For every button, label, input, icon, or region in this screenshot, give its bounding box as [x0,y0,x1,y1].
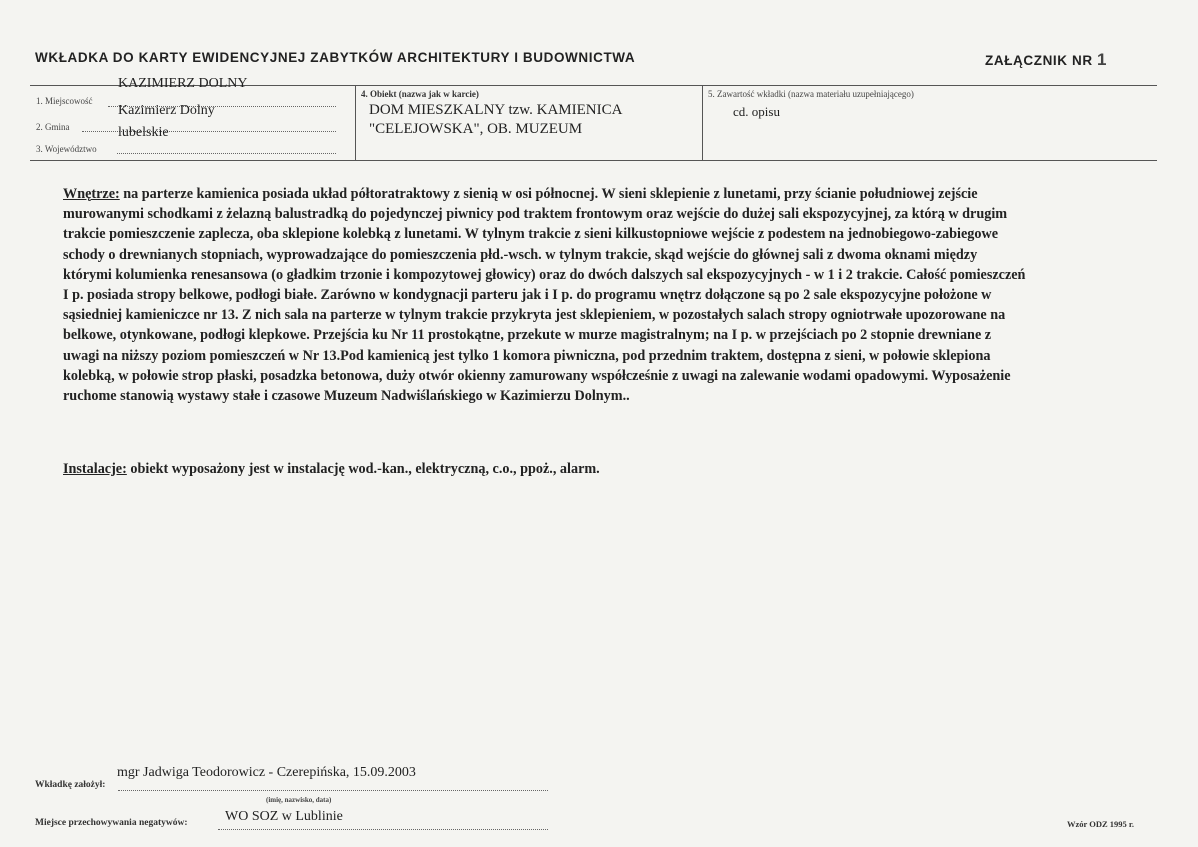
contents-label: 5. Zawartość wkładki (nazwa materiału uzupełniającego) [708,89,914,99]
author-label: Wkładkę założył: [35,780,106,790]
attachment-label: ZAŁĄCZNIK NR [985,53,1093,68]
author-dots [118,790,548,791]
gmina-label: 2. Gmina [36,122,70,132]
box-bottom-line [30,160,1157,161]
miejscowosc-label: 1. Miejscowość [36,96,93,106]
author-hint: (imię, nazwisko, data) [266,796,332,804]
interior-text: na parterze kamienica posiada układ półtoratraktowy z sienią w osi północnej. W sieni sklepienie z lunetami, przy ścianie południowej zejście murowanymi schodkami z żelazną balustradką do pojedynczej piwnicy pod traktem frontowym oraz wejście do dużej sali ekspozycyjnej, za którą w drugim trakcie pomieszczenie zaplecza, oba sklepione kolebką z lunetami. W tylnym trakcie z sieni kilkustopniowe wejście z podestem na jednobiegowo-zabiegowe schody o drewnianych stopniach, wyprowadzające do pomieszczenia płd.-wsch. w tylnym trakcie, skąd wejście do głównej sali z dwoma oknami między którymi kolumienka renesansowa (o gładkim trzonie i kompozytowej głowicy) oraz do dwóch dalszych sal ekspozycyjnych - w 1 i 2 trakcie. Całość pomieszczeń I p. posiada stropy belkowe, podłogi białe. Zarówno w kondygnacji parteru jak i I p. do programu wnętrz dołączone są po 2 sale ekspozycyjne położone w sąsiedniej kamieniczce nr 13. Z nich sala na parterze w tylnym trakcie przykryta jest sklepieniem, w pozostałych salach stropy ogniotrwałe upozorowane na belkowe, otynkowane, podłogi klepkowe. Przejścia ku Nr 11 prostokątne, przekute w murze magistralnym; na I p. w przejściach po 2 stopnie drewniane z uwagi na niższy poziom pomieszczeń w Nr 13.Pod kamienicą jest tylko 1 komora piwniczna, pod przednim traktem, dostępna z sieni, w połowie sklepiona kolebką, w połowie strop płaski, posadzka betonowa, duży otwór okienny zamurowany współcześnie z uwagi na zalewanie wodami opadowymi. Wyposażenie ruchome stanowią wystawy stałe i czasowe Muzeum Nadwiślańskiego w Kazimierzu Dolnym.. [63,186,1026,405]
wojewodztwo-label: 3. Województwo [36,144,97,154]
attachment-number-label [985,50,1107,70]
negatives-value: WO SOZ w Lublinie [225,809,343,824]
contents-value: cd. opisu [733,104,780,119]
installations-heading: Instalacje: [63,461,127,477]
box-divider-2 [702,85,703,160]
installations-description [63,461,1029,478]
negatives-label: Miejsce przechowywania negatywów: [35,818,188,828]
wojewodztwo-value: lubelskie [118,125,169,140]
interior-description [63,184,1029,406]
object-line-2: "CELEJOWSKA", OB. MUZEUM [369,121,583,137]
form-title: WKŁADKA DO KARTY EWIDENCYJNEJ ZABYTKÓW ARCHITEKTURY I BUDOWNICTWA [35,50,636,65]
wojewodztwo-dots [117,153,336,154]
miejscowosc-value: KAZIMIERZ DOLNY [118,76,248,91]
negatives-dots [218,829,548,830]
gmina-value: Kazimierz Dolny [118,103,215,118]
interior-heading: Wnętrze: [63,186,120,202]
template-mark: Wzór ODZ 1995 r. [1067,819,1135,829]
object-line-1: DOM MIESZKALNY tzw. KAMIENICA [369,102,623,118]
installations-text: obiekt wyposażony jest w instalację wod.-kan., elektryczną, c.o., ppoż., alarm. [126,461,600,477]
author-value: mgr Jadwiga Teodorowicz - Czerepińska, 15.09.2003 [117,765,416,780]
object-label: 4. Obiekt (nazwa jak w karcie) [361,89,479,99]
box-divider-1 [355,85,356,160]
attachment-number: 1 [1097,50,1108,69]
